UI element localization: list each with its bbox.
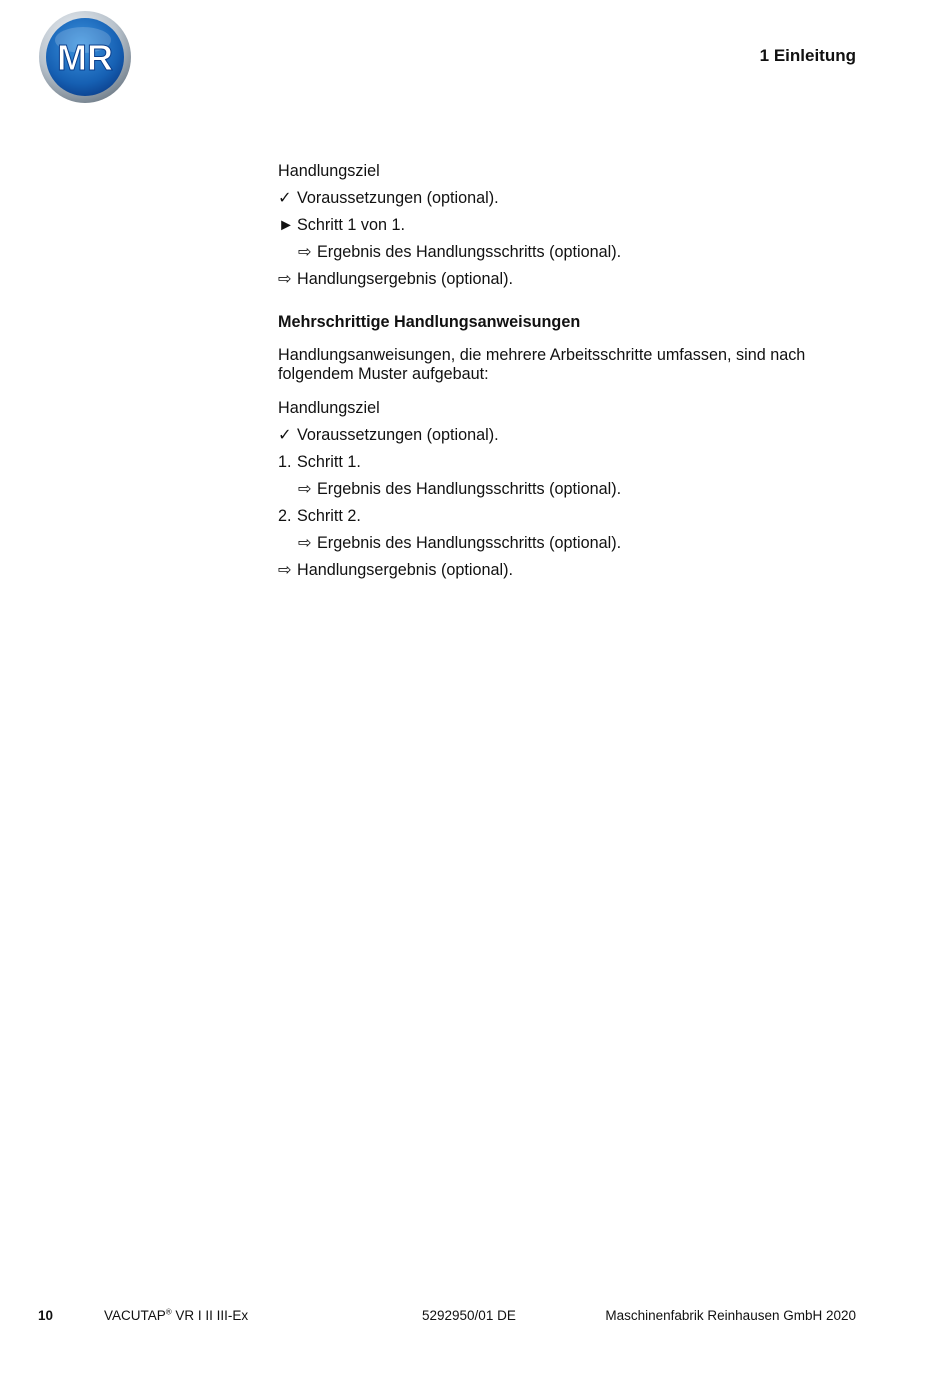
arrow-right-icon: ⇨ [298, 534, 312, 552]
arrow-right-icon: ⇨ [278, 270, 292, 288]
step-item [278, 216, 858, 243]
company-name: Maschinenfabrik Reinhausen GmbH 2020 [605, 1308, 856, 1323]
company-logo [38, 10, 132, 104]
prerequisite-text: Voraussetzungen (optional). [297, 189, 499, 207]
step-text: Schritt 2. [297, 507, 361, 525]
triangle-right-icon: ► [278, 216, 295, 234]
prerequisite-item [278, 426, 858, 453]
document-number: 5292950/01 DE [422, 1308, 516, 1323]
step-item [278, 453, 858, 480]
step-item [278, 507, 858, 534]
action-result-text: Handlungsergebnis (optional). [297, 270, 513, 288]
step-result-item [278, 534, 858, 561]
single-step-instruction [278, 162, 858, 297]
product-name [104, 1308, 248, 1323]
checkmark-icon: ✓ [278, 189, 292, 207]
step-text: Schritt 1. [297, 453, 361, 471]
prerequisite-item [278, 189, 858, 216]
checkmark-icon: ✓ [278, 426, 292, 444]
prerequisite-text: Voraussetzungen (optional). [297, 426, 499, 444]
page-number: 10 [38, 1308, 54, 1323]
action-result-item [278, 270, 858, 297]
arrow-right-icon: ⇨ [298, 480, 312, 498]
chapter-title: 1 Einleitung [759, 46, 856, 65]
action-result-item [278, 561, 858, 588]
step-result-text: Ergebnis des Handlungsschritts (optional). [317, 534, 622, 552]
section-heading: Mehrschrittige Handlungsanweisungen [278, 313, 581, 331]
product-name-text: VACUTAP [104, 1308, 166, 1323]
step-text: Schritt 1 von 1. [297, 216, 405, 234]
step-number: 1. [278, 453, 292, 471]
section-intro: Handlungsanweisungen, die mehrere Arbeitsschritte umfassen, sind nach folgendem Muster aufgebaut: [278, 346, 806, 383]
registered-mark: ® [165, 1307, 172, 1317]
step-result-text: Ergebnis des Handlungsschritts (optional). [317, 480, 622, 498]
action-goal [278, 399, 858, 426]
main-content [278, 162, 858, 588]
step-result-item [278, 243, 858, 270]
product-model: VR I II III-Ex [171, 1308, 249, 1323]
logo-text: MR [57, 37, 113, 78]
action-goal-text: Handlungsziel [278, 399, 380, 417]
action-goal [278, 162, 858, 189]
action-goal-text: Handlungsziel [278, 162, 380, 180]
step-number: 2. [278, 507, 292, 525]
step-result-item [278, 480, 858, 507]
arrow-right-icon: ⇨ [298, 243, 312, 261]
multi-step-instruction [278, 399, 858, 588]
action-result-text: Handlungsergebnis (optional). [297, 561, 513, 579]
arrow-right-icon: ⇨ [278, 561, 292, 579]
step-result-text: Ergebnis des Handlungsschritts (optional). [317, 243, 622, 261]
